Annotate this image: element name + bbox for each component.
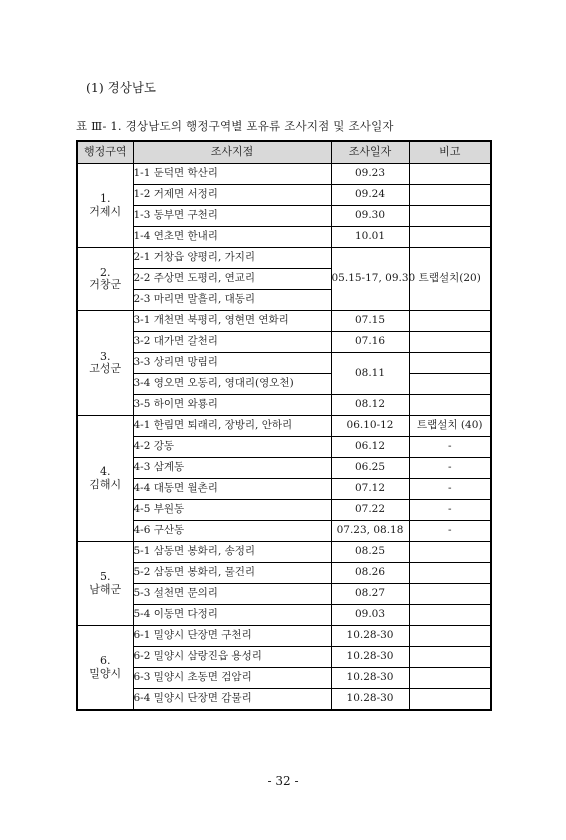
region-cell	[77, 164, 133, 248]
note-cell: -	[409, 521, 491, 542]
table-row	[77, 185, 491, 206]
table-row	[77, 164, 491, 185]
date-cell: 10.28-30	[331, 626, 409, 647]
date-cell: 10.28-30	[331, 668, 409, 689]
date-cell: 08.12	[331, 395, 409, 416]
table-row	[77, 227, 491, 248]
note-cell: -	[409, 437, 491, 458]
region-name: 거제시	[89, 204, 122, 218]
date-cell: 07.16	[331, 332, 409, 353]
site-cell: 3-4 영오면 오동리, 영대리(영오천)	[133, 374, 331, 395]
table-row	[77, 416, 491, 437]
table-row	[77, 626, 491, 647]
note-cell	[409, 164, 491, 185]
site-cell: 3-1 개천면 북평리, 영현면 연화리	[133, 311, 331, 332]
table-row	[77, 563, 491, 584]
region-number: 5.	[100, 570, 111, 584]
site-cell: 5-1 삼동면 봉화리, 송정리	[133, 542, 331, 563]
region-cell	[77, 542, 133, 626]
table-row	[77, 479, 491, 500]
site-cell: 2-3 마리면 말흘리, 대동리	[133, 290, 331, 311]
region-cell	[77, 311, 133, 416]
region-number: 1.	[100, 192, 111, 206]
note-cell: -	[409, 479, 491, 500]
date-cell: 10.28-30	[331, 689, 409, 711]
table-row	[77, 689, 491, 711]
note-cell	[409, 206, 491, 227]
date-cell: 08.27	[331, 584, 409, 605]
table-row	[77, 647, 491, 668]
table-row	[77, 311, 491, 332]
date-cell: 10.28-30	[331, 647, 409, 668]
survey-table	[76, 140, 492, 711]
date-cell: 07.23, 08.18	[331, 521, 409, 542]
column-header-date: 조사일자	[331, 141, 409, 164]
note-cell	[409, 605, 491, 626]
note-cell-merged: 트랩설치(20)	[409, 248, 491, 311]
note-cell: -	[409, 500, 491, 521]
table-row	[77, 332, 491, 353]
table-row	[77, 500, 491, 521]
page-number: - 32 -	[267, 774, 299, 788]
site-cell: 1-4 연초면 한내리	[133, 227, 331, 248]
site-cell: 4-2 강동	[133, 437, 331, 458]
date-cell: 06.25	[331, 458, 409, 479]
site-cell: 1-1 둔덕면 학산리	[133, 164, 331, 185]
site-cell: 6-4 밀양시 단장면 감물리	[133, 689, 331, 711]
site-cell: 5-4 이동면 다정리	[133, 605, 331, 626]
column-header-region: 행정구역	[77, 141, 133, 164]
site-cell: 3-5 하이면 와룡리	[133, 395, 331, 416]
region-cell	[77, 626, 133, 711]
column-header-site: 조사지점	[133, 141, 331, 164]
date-cell: 09.03	[331, 605, 409, 626]
site-cell: 6-3 밀양시 초동면 검암리	[133, 668, 331, 689]
column-header-note: 비고	[409, 141, 491, 164]
site-cell: 1-3 동부면 구천리	[133, 206, 331, 227]
date-cell: 09.23	[331, 164, 409, 185]
site-cell: 4-4 대동면 월촌리	[133, 479, 331, 500]
note-cell	[409, 185, 491, 206]
table-row	[77, 206, 491, 227]
table-row	[77, 395, 491, 416]
note-cell	[409, 584, 491, 605]
site-cell: 6-2 밀양시 삼랑진읍 용성리	[133, 647, 331, 668]
date-cell: 07.22	[331, 500, 409, 521]
site-cell: 4-6 구산동	[133, 521, 331, 542]
site-cell: 3-3 상리면 망림리	[133, 353, 331, 374]
region-name: 김해시	[89, 477, 122, 491]
note-cell: -	[409, 458, 491, 479]
region-number: 2.	[100, 265, 111, 279]
table-caption: 표 Ⅲ- 1. 경상남도의 행정구역별 포유류 조사지점 및 조사일자	[76, 119, 394, 133]
table-row	[77, 521, 491, 542]
site-cell: 2-2 주상면 도평리, 연교리	[133, 269, 331, 290]
note-cell	[409, 311, 491, 332]
note-cell	[409, 374, 491, 395]
site-cell: 2-1 거창읍 양평리, 가지리	[133, 248, 331, 269]
date-cell: 07.15	[331, 311, 409, 332]
date-cell: 06.10-12	[331, 416, 409, 437]
site-cell: 4-5 부원동	[133, 500, 331, 521]
date-cell: 09.24	[331, 185, 409, 206]
date-cell: 07.12	[331, 479, 409, 500]
region-name: 남해군	[89, 582, 122, 596]
site-cell: 3-2 대가면 갈천리	[133, 332, 331, 353]
section-heading: (1) 경상남도	[86, 80, 156, 95]
table-row	[77, 458, 491, 479]
note-cell	[409, 227, 491, 248]
note-cell	[409, 353, 491, 374]
table-row	[77, 248, 491, 269]
table-row	[77, 605, 491, 626]
site-cell: 5-2 삼동면 봉화리, 물건리	[133, 563, 331, 584]
date-cell-merged: 08.11	[331, 353, 409, 395]
date-cell: 09.30	[331, 206, 409, 227]
note-cell	[409, 395, 491, 416]
note-cell	[409, 626, 491, 647]
site-cell: 4-1 한림면 퇴래리, 장방리, 안하리	[133, 416, 331, 437]
region-number: 6.	[100, 654, 111, 668]
note-cell	[409, 647, 491, 668]
note-cell	[409, 332, 491, 353]
region-cell	[77, 416, 133, 542]
region-name: 밀양시	[89, 666, 122, 680]
note-cell	[409, 689, 491, 711]
table-row	[77, 668, 491, 689]
site-cell: 6-1 밀양시 단장면 구천리	[133, 626, 331, 647]
date-cell: 08.26	[331, 563, 409, 584]
region-cell	[77, 248, 133, 311]
region-number: 4.	[100, 465, 111, 479]
site-cell: 1-2 거제면 서정리	[133, 185, 331, 206]
site-cell: 5-3 설천면 문의리	[133, 584, 331, 605]
note-cell	[409, 563, 491, 584]
table-row	[77, 542, 491, 563]
header-row	[77, 141, 491, 164]
note-cell: 트랩설치 (40)	[409, 416, 491, 437]
site-cell: 4-3 삼계동	[133, 458, 331, 479]
note-cell	[409, 668, 491, 689]
table-row	[77, 374, 491, 395]
table-row	[77, 584, 491, 605]
region-name: 거창군	[89, 278, 122, 291]
region-name: 고성군	[89, 362, 122, 375]
table-row	[77, 353, 491, 374]
region-number: 3.	[100, 349, 111, 363]
note-cell	[409, 542, 491, 563]
date-cell-merged: 05.15-17, 09.30	[331, 248, 409, 311]
table-row	[77, 437, 491, 458]
date-cell: 10.01	[331, 227, 409, 248]
date-cell: 06.12	[331, 437, 409, 458]
date-cell: 08.25	[331, 542, 409, 563]
